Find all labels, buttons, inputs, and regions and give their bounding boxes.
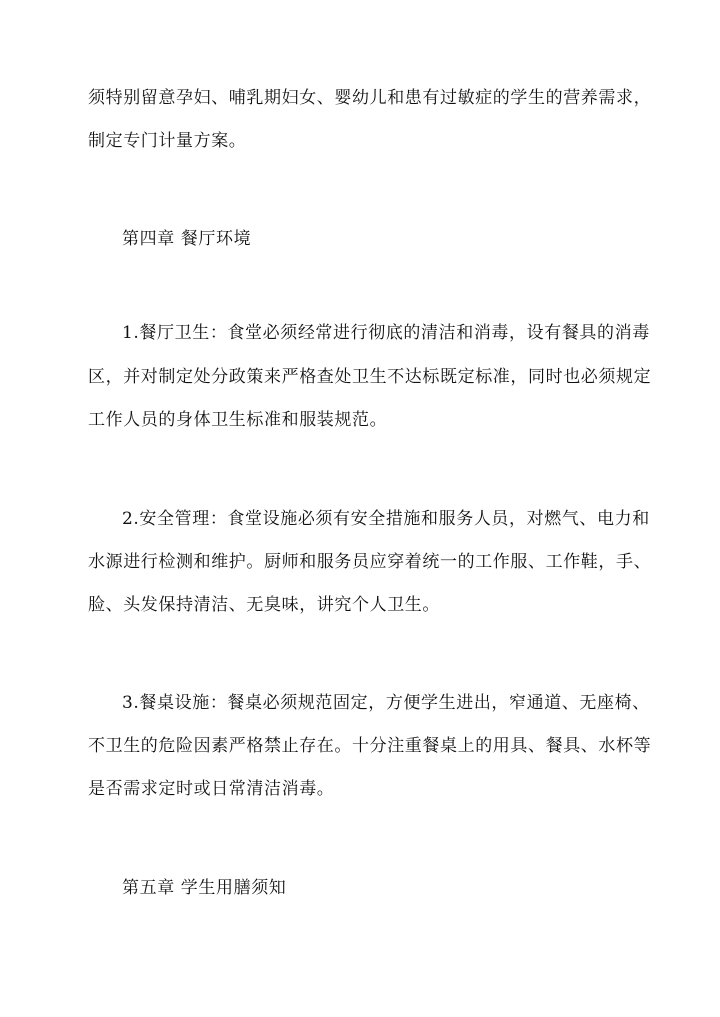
paragraph-line: 2.安全管理：食堂设施必须有安全措施和服务人员，对燃气、电力和 [122,509,650,529]
paragraph-line: 制定专门计量方案。 [88,131,247,151]
paragraph-line: 不卫生的危险因素严格禁止存在。十分注重餐桌上的用具、餐具、水杯等 [88,736,652,756]
paragraph-line: 脸、头发保持清洁、无臭味，讲究个人卫生。 [88,595,440,615]
paragraph-line: 3.餐桌设施：餐桌必须规范固定，方便学生进出，窄通道、无座椅、 [122,693,650,713]
paragraph-line: 是否需求定时或日常清洁消毒。 [88,779,335,799]
paragraph-line: 水源进行检测和维护。厨师和服务员应穿着统一的工作服、工作鞋，手、 [88,552,652,572]
paragraph-line: 工作人员的身体卫生标准和服装规范。 [88,410,388,430]
chapter-heading: 第四章 餐厅环境 [122,229,252,249]
chapter-heading: 第五章 学生用膳须知 [122,878,287,898]
paragraph-line: 须特别留意孕妇、哺乳期妇女、婴幼儿和患有过敏症的学生的营养需求， [88,88,652,108]
paragraph-line: 区，并对制定处分政策来严格查处卫生不达标既定标准，同时也必须规定 [88,367,652,387]
paragraph-line: 1.餐厅卫生：食堂必须经常进行彻底的清洁和消毒，设有餐具的消毒 [122,323,650,343]
